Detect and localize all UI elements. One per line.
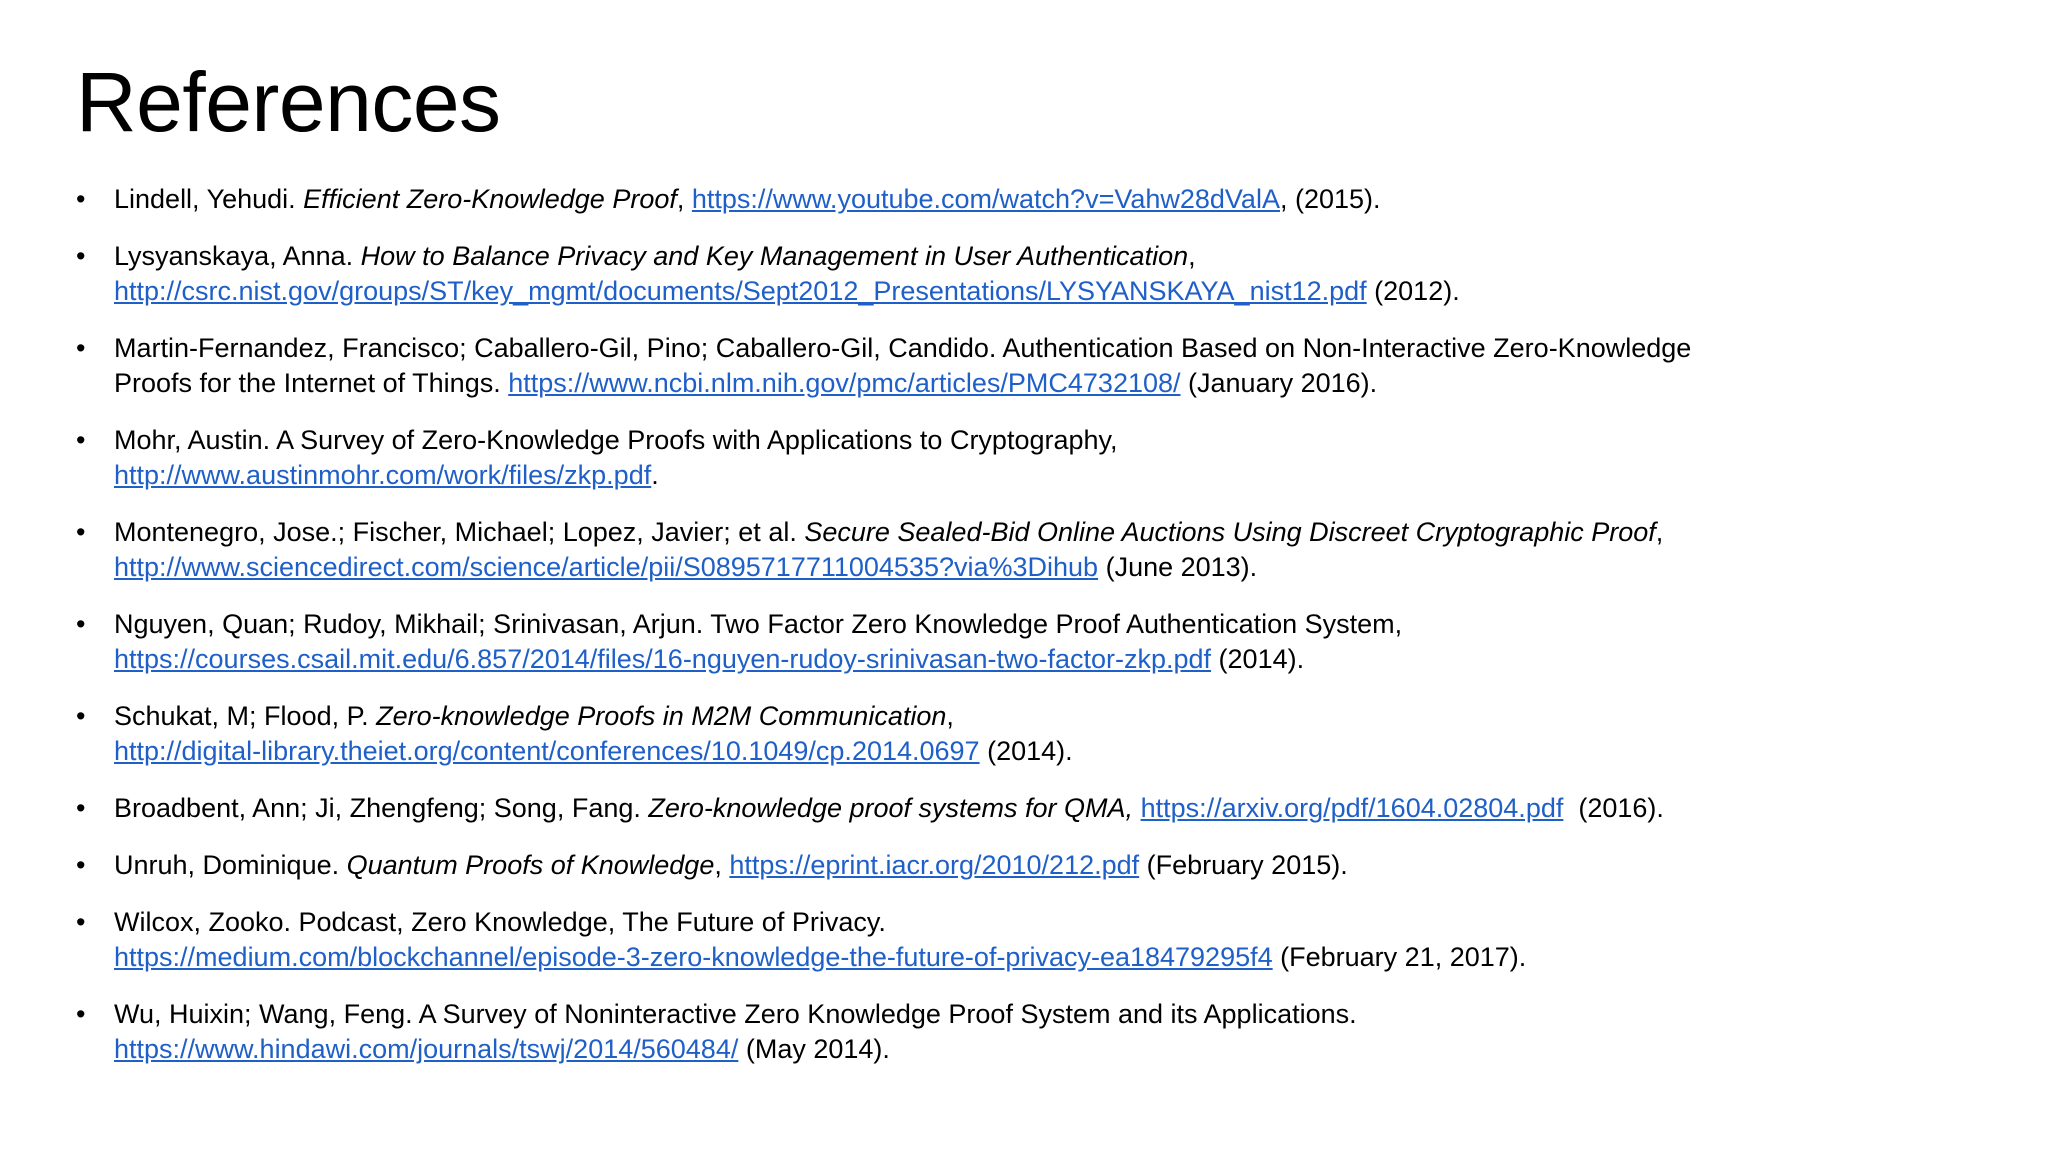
bullet: • (76, 425, 86, 455)
reference-text: Nguyen, Quan; Rudoy, Mikhail; Srinivasan, Arjun. Two Factor Zero Knowledge Proof Authentication System, (114, 609, 1403, 639)
reference-item (76, 848, 1976, 883)
reference-line (114, 1032, 1976, 1067)
reference-link[interactable]: https://eprint.iacr.org/2010/212.pdf (729, 850, 1140, 880)
reference-link[interactable]: https://www.hindawi.com/journals/tswj/2014/560484/ (114, 1034, 739, 1064)
reference-link[interactable]: http://www.sciencedirect.com/science/article/pii/S0895717711004535?via%3Dihub (114, 552, 1099, 582)
reference-line (114, 331, 1976, 366)
page-title: References (76, 55, 501, 149)
reference-line (114, 182, 1976, 217)
reference-text: Lindell, Yehudi. (114, 184, 304, 214)
reference-text: , (1655, 517, 1664, 547)
reference-link[interactable]: http://www.austinmohr.com/work/files/zkp.pdf (114, 460, 652, 490)
bullet: • (76, 999, 86, 1029)
reference-text: , (946, 701, 954, 731)
reference-title: Zero-knowledge proof systems for QMA, (648, 793, 1134, 823)
reference-text: Martin-Fernandez, Francisco; Caballero-Gil, Pino; Caballero-Gil, Candido. Authentication Based on Non-Interactive Zero-Knowledge (114, 333, 1692, 363)
reference-line (114, 366, 1976, 401)
reference-text: Unruh, Dominique. (114, 850, 347, 880)
reference-title: How to Balance Privacy and Key Management in User Authentication (360, 241, 1189, 271)
reference-line (114, 239, 1976, 274)
reference-line (114, 458, 1976, 493)
reference-text: , (1188, 241, 1196, 271)
reference-link[interactable]: https://courses.csail.mit.edu/6.857/2014/files/16-nguyen-rudoy-srinivasan-two-factor-zkp.pdf (114, 644, 1212, 674)
reference-title: Secure Sealed-Bid Online Auctions Using Discreet Cryptographic Proof (804, 517, 1656, 547)
reference-line (114, 940, 1976, 975)
reference-text: (2014). (1211, 644, 1305, 674)
reference-item (76, 331, 1976, 401)
reference-text: (May 2014). (738, 1034, 890, 1064)
reference-line (114, 734, 1976, 769)
reference-line (114, 274, 1976, 309)
reference-text: Wilcox, Zooko. Podcast, Zero Knowledge, The Future of Privacy. (114, 907, 886, 937)
bullet: • (76, 609, 86, 639)
bullet: • (76, 241, 86, 271)
reference-line (114, 791, 1976, 826)
bullet: • (76, 701, 86, 731)
reference-text: (February 2015). (1139, 850, 1348, 880)
reference-line (114, 848, 1976, 883)
bullet: • (76, 850, 86, 880)
bullet: • (76, 907, 86, 937)
reference-line (114, 642, 1976, 677)
reference-link[interactable]: https://medium.com/blockchannel/episode-3-zero-knowledge-the-future-of-privacy-ea18479295f4 (114, 942, 1273, 972)
reference-item (76, 791, 1976, 826)
reference-line (114, 515, 1976, 550)
reference-text: (June 2013). (1098, 552, 1258, 582)
reference-line (114, 607, 1976, 642)
reference-text: Montenegro, Jose.; Fischer, Michael; Lopez, Javier; et al. (114, 517, 805, 547)
reference-text: (February 21, 2017). (1272, 942, 1527, 972)
reference-text: (January 2016). (1180, 368, 1378, 398)
reference-text (1133, 793, 1141, 823)
reference-item (76, 699, 1976, 769)
reference-item (76, 182, 1976, 217)
reference-item (76, 997, 1976, 1067)
reference-line (114, 905, 1976, 940)
bullet: • (76, 333, 86, 363)
reference-line (114, 550, 1976, 585)
reference-text: (2016). (1563, 793, 1664, 823)
reference-text: Proofs for the Internet of Things. (114, 368, 509, 398)
reference-link[interactable]: https://www.ncbi.nlm.nih.gov/pmc/articles/PMC4732108/ (508, 368, 1181, 398)
reference-title: Zero-knowledge Proofs in M2M Communication (376, 701, 947, 731)
reference-item (76, 515, 1976, 585)
bullet: • (76, 184, 86, 214)
reference-text: (2014). (979, 736, 1073, 766)
reference-text: Lysyanskaya, Anna. (114, 241, 361, 271)
reference-item (76, 607, 1976, 677)
reference-text: , (714, 850, 730, 880)
reference-item (76, 423, 1976, 493)
reference-line (114, 423, 1976, 458)
reference-item (76, 905, 1976, 975)
references-list (76, 182, 1976, 1089)
reference-line (114, 699, 1976, 734)
reference-text: Mohr, Austin. A Survey of Zero-Knowledge Proofs with Applications to Cryptography, (114, 425, 1118, 455)
reference-link[interactable]: https://arxiv.org/pdf/1604.02804.pdf (1140, 793, 1564, 823)
bullet: • (76, 793, 86, 823)
bullet: • (76, 517, 86, 547)
reference-text: Schukat, M; Flood, P. (114, 701, 377, 731)
reference-item (76, 239, 1976, 309)
reference-title: Efficient Zero-Knowledge Proof (303, 184, 677, 214)
reference-link[interactable]: https://www.youtube.com/watch?v=Vahw28dValA (691, 184, 1280, 214)
reference-text: . (651, 460, 659, 490)
reference-text: Broadbent, Ann; Ji, Zhengfeng; Song, Fang. (114, 793, 649, 823)
reference-link[interactable]: http://digital-library.theiet.org/content/conferences/10.1049/cp.2014.0697 (114, 736, 980, 766)
reference-text: , (2015). (1279, 184, 1381, 214)
reference-text: Wu, Huixin; Wang, Feng. A Survey of Noninteractive Zero Knowledge Proof System and its Applications. (114, 999, 1357, 1029)
reference-line (114, 997, 1976, 1032)
reference-title: Quantum Proofs of Knowledge (346, 850, 715, 880)
reference-link[interactable]: http://csrc.nist.gov/groups/ST/key_mgmt/documents/Sept2012_Presentations/LYSYANSKAYA_nist12.pdf (114, 276, 1367, 306)
reference-text: , (676, 184, 692, 214)
reference-text: (2012). (1366, 276, 1460, 306)
